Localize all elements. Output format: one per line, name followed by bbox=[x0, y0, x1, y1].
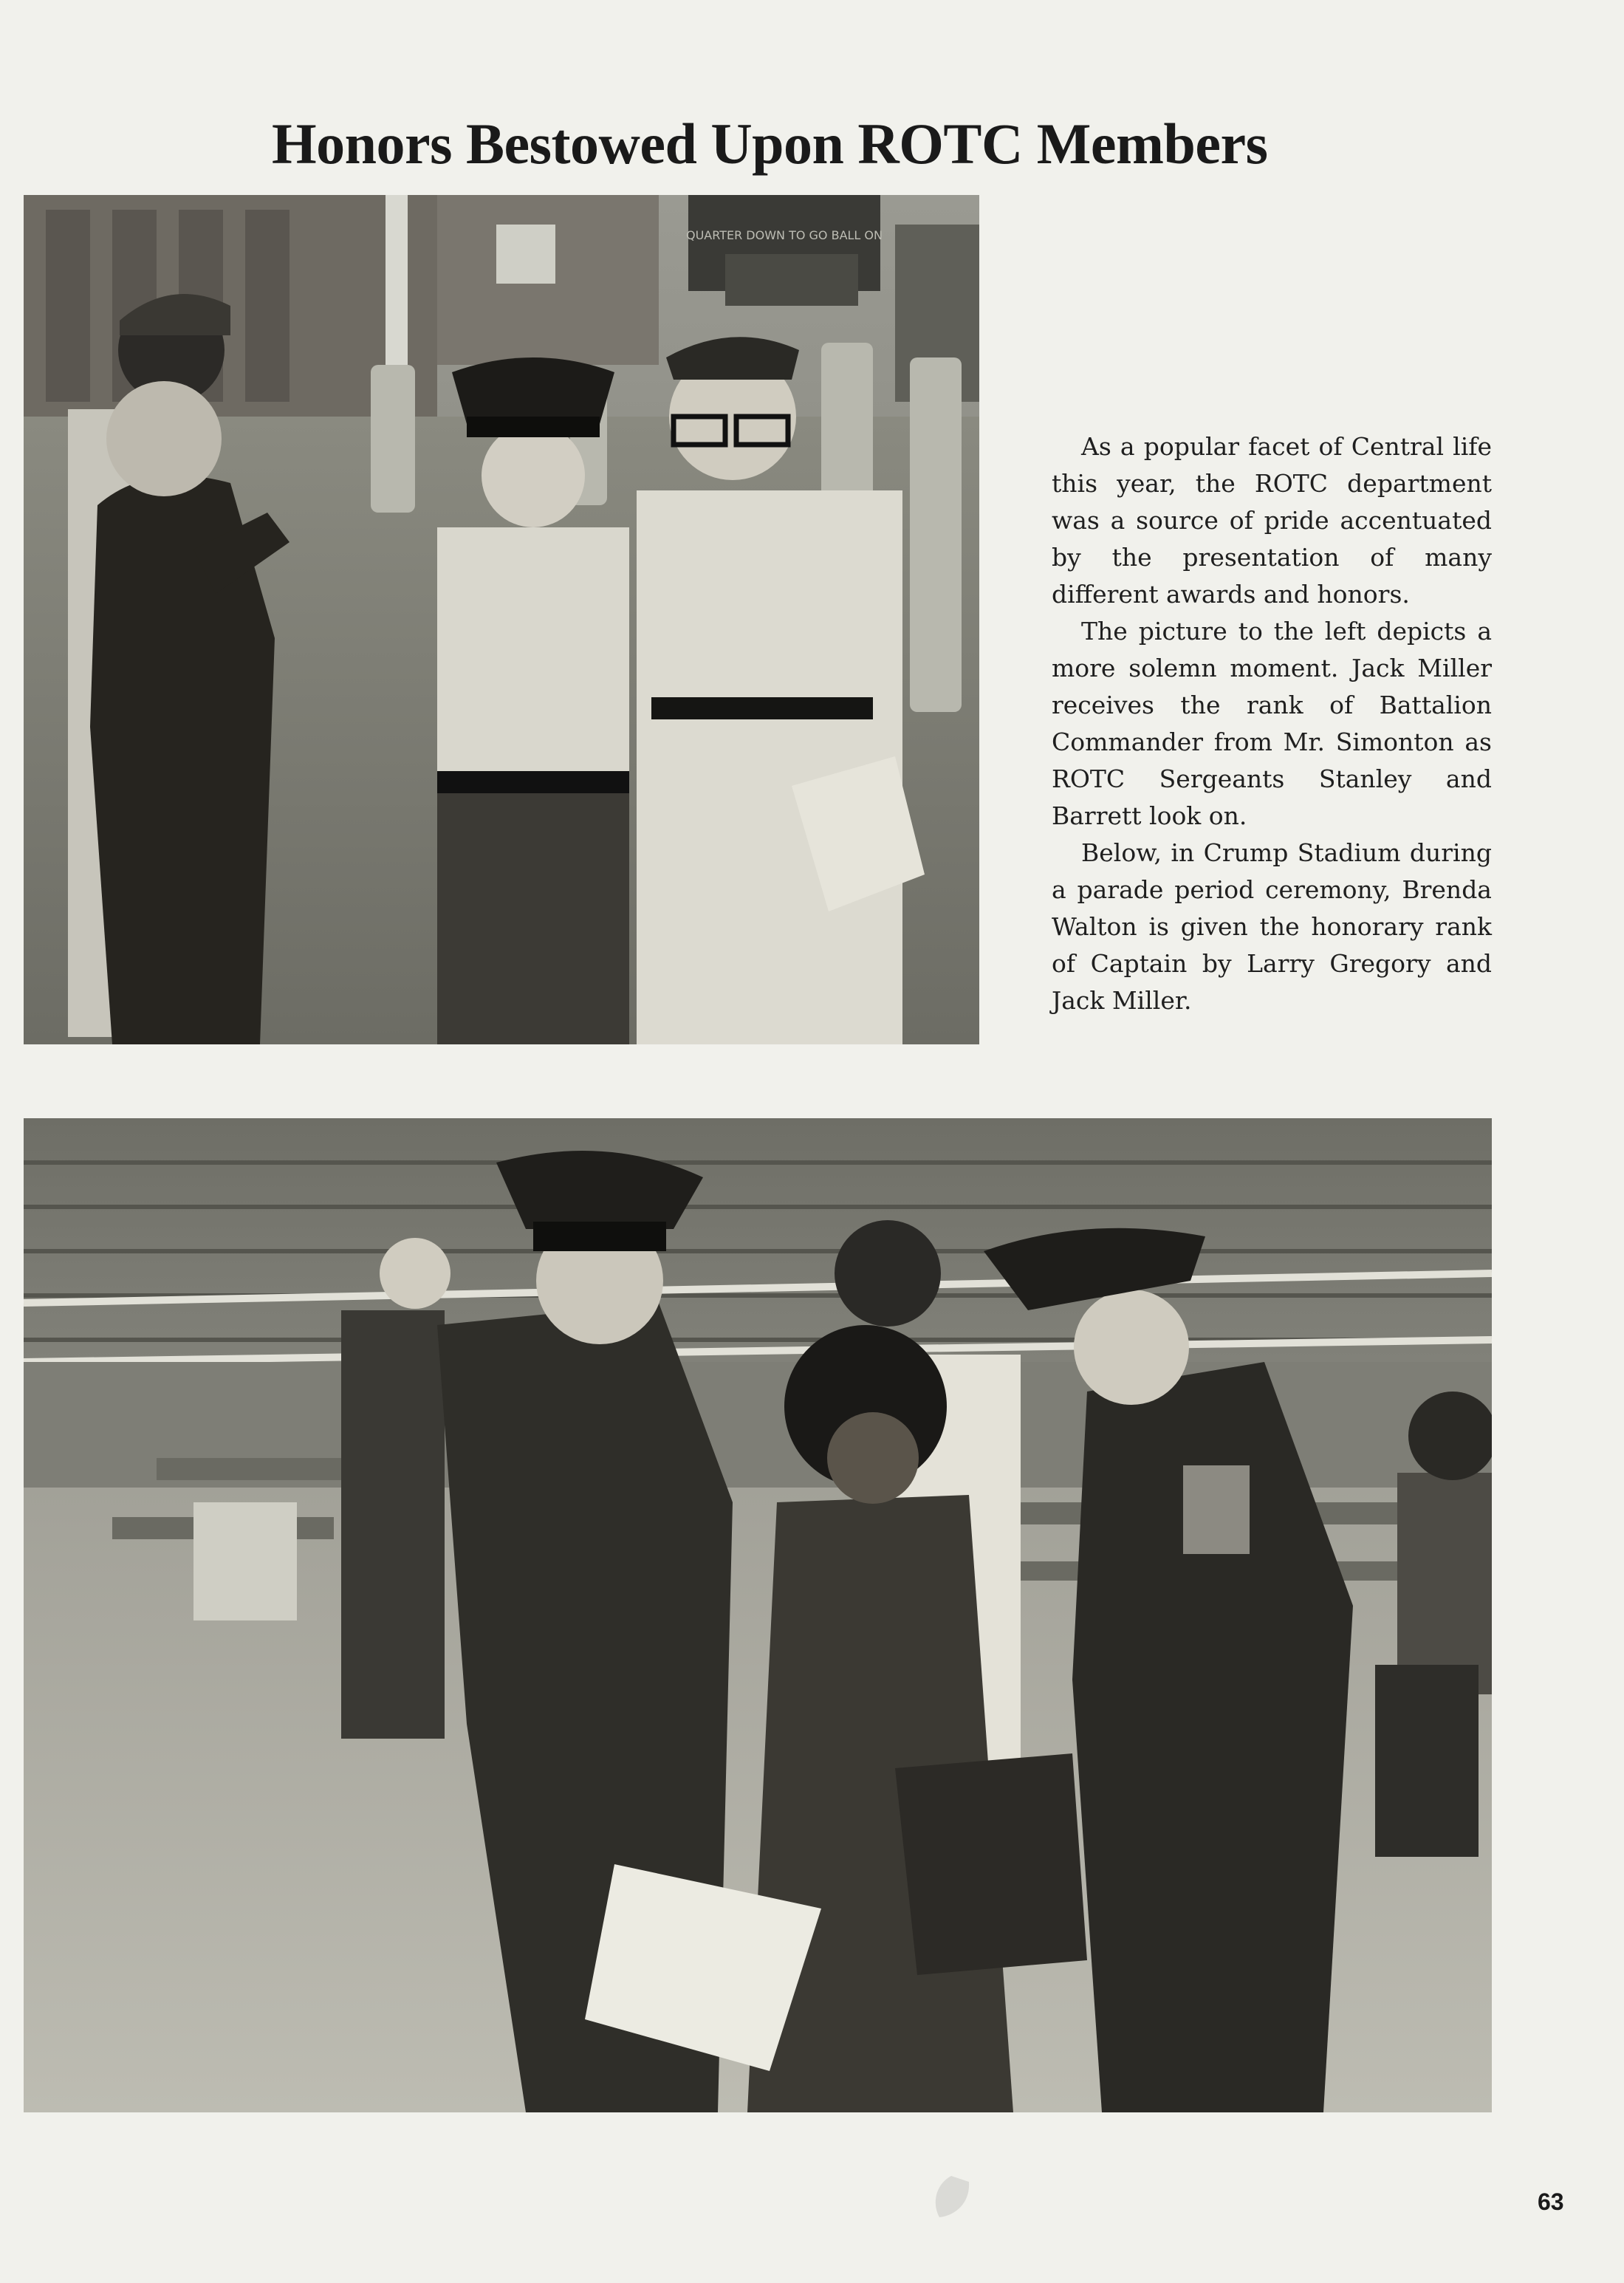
photo-stadium-ceremony bbox=[24, 1118, 1492, 2112]
caption-paragraph: As a popular facet of Central life this year, the ROTC department was a source of pride accentuated by the presentation of many different awards and honors. bbox=[1052, 432, 1492, 609]
caption-paragraph: The picture to the left depicts a more solemn moment. Jack Miller receives the rank of Battalion Commander from Mr. Simonton as ROTC Sergeants Stanley and Barrett look on. bbox=[1052, 617, 1492, 830]
photo-rank-ceremony-image bbox=[24, 195, 979, 1044]
caption-paragraph: Below, in Crump Stadium during a parade period ceremony, Brenda Walton is given the honorary rank of Captain by Larry Gregory and Jack Miller. bbox=[1052, 838, 1492, 1015]
scoreboard-text: QUARTER DOWN TO GO BALL ON bbox=[685, 228, 883, 242]
caption-text bbox=[1052, 428, 1492, 1019]
page-title: Honors Bestowed Upon ROTC Members bbox=[272, 112, 1268, 176]
photo-stadium-ceremony-image bbox=[24, 1118, 1492, 2112]
leaf-watermark-icon bbox=[925, 2171, 978, 2225]
photo-rank-ceremony bbox=[24, 195, 979, 1044]
page-number: 63 bbox=[1538, 2188, 1564, 2215]
